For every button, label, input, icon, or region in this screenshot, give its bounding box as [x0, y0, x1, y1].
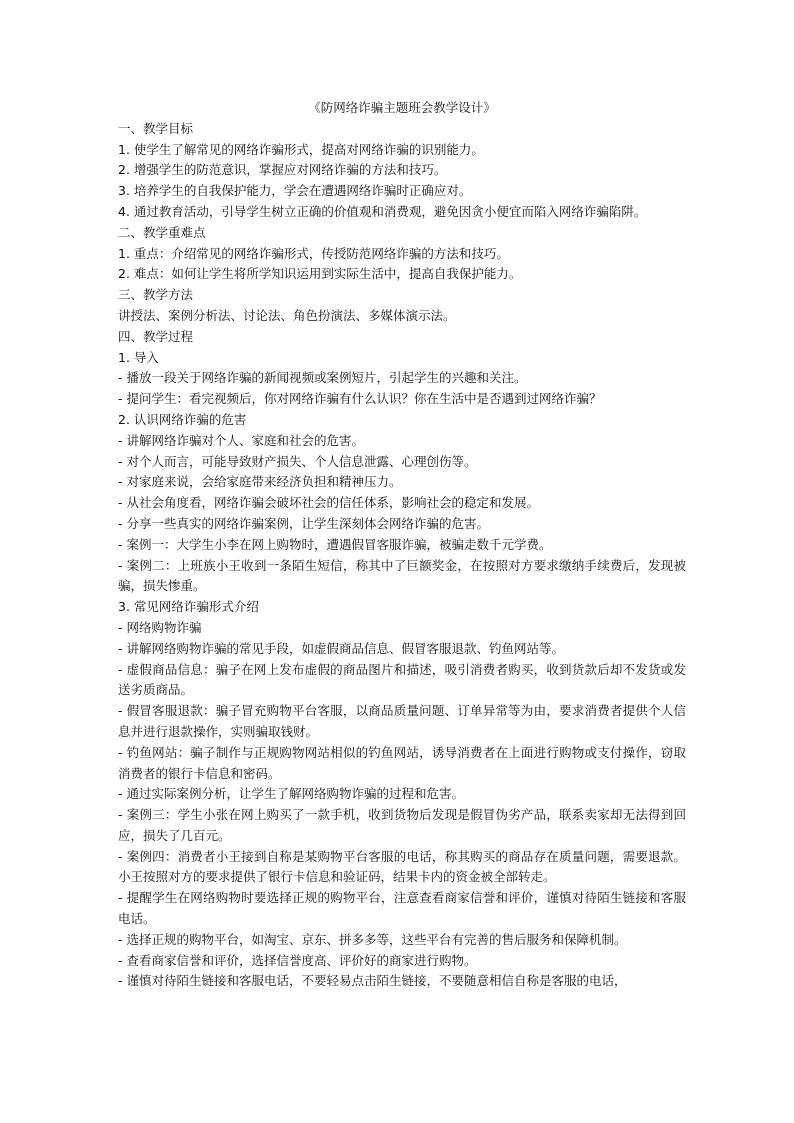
text-line: - 从社会角度看，网络诈骗会破坏社会的信任体系，影响社会的稳定和发展。: [118, 495, 539, 511]
text-line: - 分享一些真实的网络诈骗案例，让学生深刻体会网络诈骗的危害。: [118, 515, 489, 531]
text-line: 3. 常见网络诈骗形式介绍: [118, 599, 259, 615]
text-line: - 讲解网络诈骗对个人、家庭和社会的危害。: [118, 432, 364, 448]
text-line: 4. 通过教育活动，引导学生树立正确的价值观和消费观，避免因贪小便宜而陷入网络诈骗陷阱。: [118, 203, 647, 219]
text-line: 三、教学方法: [118, 287, 194, 303]
text-line: - 对个人而言，可能导致财产损失、个人信息泄露、心理创伤等。: [118, 453, 477, 469]
text-line: - 谨慎对待陌生链接和客服电话，不要轻易点击陌生链接，不要随意相信自称是客服的电话，: [118, 973, 627, 989]
text-line: - 案例三：学生小张在网上购买了一款手机，收到货物后发现是假冒伪劣产品，联系卖家却无法得到回应，损失了几百元。: [118, 807, 686, 843]
text-line: - 虚假商品信息：骗子在网上发布虚假的商品图片和描述，吸引消费者购买，收到货款后却不发货或发送劣质商品。: [118, 661, 686, 698]
text-line: - 提醒学生在网络购物时要选择正规的购物平台，注意查看商家信誉和评价，谨慎对待陌生链接和客服电话。: [118, 890, 686, 927]
text-line: 2. 难点：如何让学生将所学知识运用到实际生活中，提高自我保护能力。: [118, 266, 522, 282]
text-line: 1. 使学生了解常见的网络诈骗形式，提高对网络诈骗的识别能力。: [118, 141, 484, 157]
text-line: - 钓鱼网站：骗子制作与正规购物网站相似的钓鱼网站，诱导消费者在上面进行购物或支付操作，窃取消费者的银行卡信息和密码。: [118, 744, 686, 781]
text-line: - 讲解网络购物诈骗的常见手段，如虚假商品信息、假冒客服退款、钓鱼网站等。: [118, 640, 564, 656]
text-line: - 对家庭来说，会给家庭带来经济负担和精神压力。: [118, 474, 402, 490]
text-line: 二、教学重难点: [118, 224, 206, 240]
text-line: - 选择正规的购物平台，如淘宝、京东、拼多多等，这些平台有完善的售后服务和保障机制。: [118, 931, 627, 947]
text-line: 1. 重点：介绍常见的网络诈骗形式，传授防范网络诈骗的方法和技巧。: [118, 245, 509, 261]
text-line: - 查看商家信誉和评价，选择信誉度高、评价好的商家进行购物。: [118, 952, 477, 968]
text-line: 2. 增强学生的防范意识，掌握应对网络诈骗的方法和技巧。: [118, 162, 447, 178]
text-line: - 网络购物诈骗: [118, 619, 202, 635]
document-text: [118, 119, 686, 992]
text-line: - 案例一：大学生小李在网上购物时，遭遇假冒客服诈骗，被骗走数千元学费。: [118, 536, 552, 552]
text-line: - 案例二：上班族小王收到一条陌生短信，称其中了巨额奖金，在按照对方要求缴纳手续费后，发现被骗，损失惨重。: [118, 557, 686, 594]
text-line: 2. 认识网络诈骗的危害: [118, 411, 247, 427]
text-line: - 案例四：消费者小王接到自称是某购物平台客服的电话，称其购买的商品存在质量问题，需要退款。小王按照对方的要求提供了银行卡信息和验证码，结果卡内的资金被全部转走。: [118, 848, 686, 885]
text-line: 四、教学过程: [118, 328, 194, 344]
text-line: 讲授法、案例分析法、讨论法、角色扮演法、多媒体演示法。: [118, 307, 456, 323]
text-line: 1. 导入: [118, 349, 159, 365]
text-line: - 播放一段关于网络诈骗的新闻视频或案例短片，引起学生的兴趣和关注。: [118, 370, 527, 386]
text-line: - 提问学生：看完视频后，你对网络诈骗有什么认识？你在生活中是否遇到过网络诈骗？: [118, 391, 602, 407]
text-line: - 假冒客服退款：骗子冒充购物平台客服，以商品质量问题、订单异常等为由，要求消费者提供个人信息并进行退款操作，实则骗取钱财。: [118, 703, 686, 739]
document-body: [118, 98, 686, 992]
text-line: 3. 培养学生的自我保护能力，学会在遭遇网络诈骗时正确应对。: [118, 183, 472, 199]
document-title: 《防网络诈骗主题班会教学设计》: [308, 100, 496, 115]
text-line: 一、教学目标: [118, 120, 194, 136]
text-line: - 通过实际案例分析，让学生了解网络购物诈骗的过程和危害。: [118, 786, 464, 802]
